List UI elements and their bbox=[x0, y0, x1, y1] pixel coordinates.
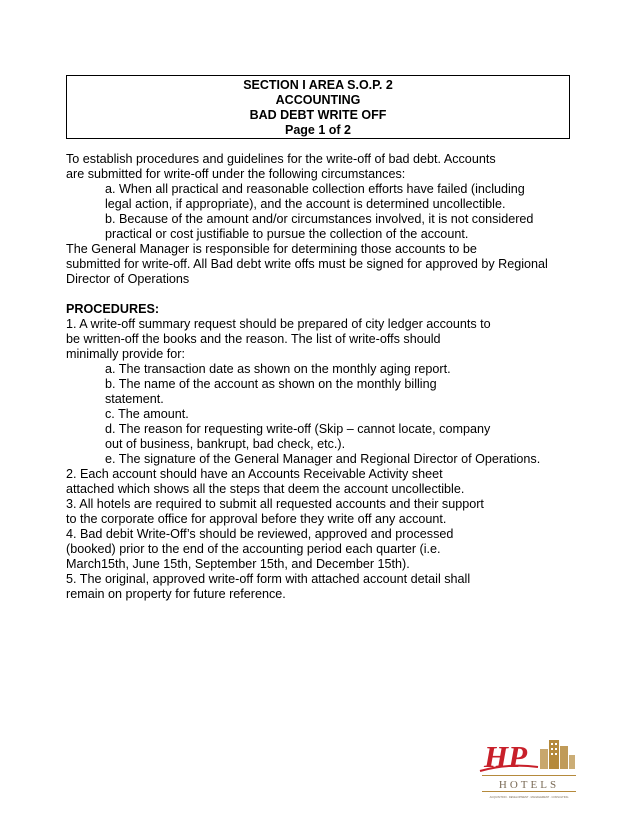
logo-mark: HP bbox=[484, 739, 528, 774]
procedures-heading: PROCEDURES: bbox=[66, 302, 160, 316]
logo-tagline: ACQUISITION · DEVELOPMENT · MANAGEMENT · CONSULTING bbox=[489, 796, 569, 799]
body-line: a. When all practical and reasonable collection efforts have failed (including bbox=[105, 182, 525, 196]
body-line: are submitted for write-off under the following circumstances: bbox=[66, 167, 406, 181]
body-line: legal action, if appropriate), and the account is determined uncollectible. bbox=[105, 197, 506, 211]
body-line: submitted for write-off. All Bad debt write offs must be signed for approved by Regional bbox=[66, 257, 548, 271]
body-line: Director of Operations bbox=[66, 272, 190, 286]
body-line: The General Manager is responsible for determining those accounts to be bbox=[66, 242, 477, 256]
body-line: e. The signature of the General Manager and Regional Director of Operations. bbox=[105, 452, 541, 466]
body-line: remain on property for future reference. bbox=[66, 587, 286, 601]
body-line: practical or cost justifiable to pursue the collection of the account. bbox=[105, 227, 469, 241]
body-line: d. The reason for requesting write-off (Skip – cannot locate, company bbox=[105, 422, 491, 436]
hp-hotels-logo bbox=[478, 737, 578, 807]
body-line: statement. bbox=[105, 392, 164, 406]
department-title: ACCOUNTING bbox=[275, 93, 361, 107]
body-line: 2. Each account should have an Accounts Receivable Activity sheet bbox=[66, 467, 443, 481]
body-line: March15th, June 15th, September 15th, and December 15th). bbox=[66, 557, 410, 571]
header-box bbox=[66, 75, 570, 139]
building-icon bbox=[540, 740, 575, 769]
body-line: b. The name of the account as shown on the monthly billing bbox=[105, 377, 437, 391]
document-title: BAD DEBT WRITE OFF bbox=[249, 108, 387, 122]
body-line: out of business, bankrupt, bad check, etc.). bbox=[105, 437, 346, 451]
body-line: to the corporate office for approval before they write off any account. bbox=[66, 512, 447, 526]
body-line: 3. All hotels are required to submit all requested accounts and their support bbox=[66, 497, 484, 511]
body-line: (booked) prior to the end of the accounting period each quarter (i.e. bbox=[66, 542, 441, 556]
body-line: 4. Bad debit Write-Off’s should be reviewed, approved and processed bbox=[66, 527, 454, 541]
logo-name: HOTELS bbox=[498, 779, 560, 791]
page-indicator: Page 1 of 2 bbox=[285, 123, 351, 137]
body-line: attached which shows all the steps that deem the account uncollectible. bbox=[66, 482, 465, 496]
body-line: 5. The original, approved write-off form with attached account detail shall bbox=[66, 572, 471, 586]
body-line: a. The transaction date as shown on the monthly aging report. bbox=[105, 362, 451, 376]
body-line: minimally provide for: bbox=[66, 347, 185, 361]
section-title: SECTION I AREA S.O.P. 2 bbox=[243, 78, 393, 92]
body-line: c. The amount. bbox=[105, 407, 189, 421]
body-line: b. Because of the amount and/or circumstances involved, it is not considered bbox=[105, 212, 534, 226]
body-line: To establish procedures and guidelines for the write-off of bad debt. Accounts bbox=[66, 152, 496, 166]
body-line: 1. A write-off summary request should be prepared of city ledger accounts to bbox=[66, 317, 491, 331]
body-line: be written-off the books and the reason. The list of write-offs should bbox=[66, 332, 441, 346]
